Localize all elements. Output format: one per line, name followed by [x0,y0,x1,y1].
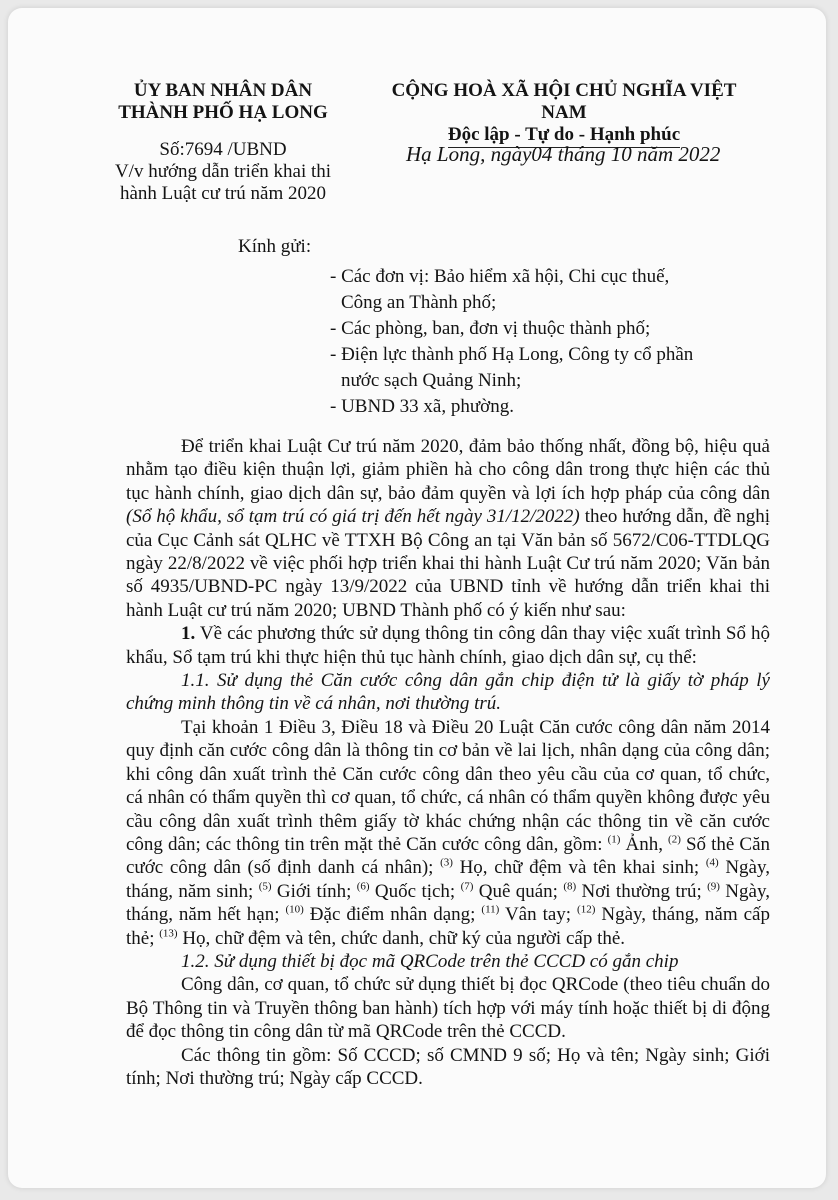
recipient-line: Công an Thành phố; [341,292,497,313]
subsection-1-1-heading: 1.1. Sử dụng thẻ Căn cước công dân gắn chip điện tử là giấy tờ pháp lý chứng minh thông tin về cá nhân, nơi thường trú. [126,670,770,715]
subsection-1-2-heading: 1.2. Sử dụng thiết bị đọc mã QRCode trên thẻ CCCD có gắn chip [181,950,679,972]
place-and-date: Hạ Long, ngày04 tháng 10 năm 2022 [406,142,721,166]
nation-title: CỘNG HOÀ XÃ HỘI CHỦ NGHĨA VIỆT NAM [391,80,737,123]
card-info-item: $^{(13)}$ Họ, chữ đệm và tên, chức danh, chữ ký của người cấp thẻ. [159,927,626,949]
card-info-item: $^{(6)}$ Quốc tịch; [356,880,461,902]
document-page [8,8,826,1188]
card-info-item: $^{(11)}$ Vân tay; [481,903,578,926]
card-info-item: $^{(3)}$ Họ, chữ đệm và tên khai sinh; [440,856,706,879]
intro-text: Để triển khai Luật Cư trú năm 2020, đảm bảo thống nhất, đồng bộ, hiệu quả nhằm tạo điều kiện thuận lợi, giảm phiền hà cho công dân trong thực hiện các thủ tục hành chính, giao dịch dân sự, bảo đảm quyền và lợi ích hợp pháp của công dân [126,436,770,504]
national-header [374,80,754,148]
card-info-item: $^{(1)}$ Ảnh, [607,833,669,855]
card-info-item: $^{(2)}$ Số thẻ Căn cước công dân (số định danh cá nhân); [126,833,771,879]
document-subject-line1: V/v hướng dẫn triển khai thi [114,161,332,182]
document-body [126,435,770,1090]
card-info-item: $^{(10)}$ Đặc điểm nhân dạng; [285,903,482,926]
salutation: Kính gửi: [238,236,312,257]
card-info-item: $^{(5)}$ Giới tính; [258,880,357,902]
intro-text-cont: theo hướng dẫn, đề nghị của Cục Cảnh sát QLHC về TTXH Bộ Công an tại Văn bản số 5672/C06-TTDLQG ngày 22/8/2022 về việc phối hợp triển khai thi hành Luật Cư trú năm 2020; Văn bản số 4935/UBND-PC ngày 13/9/2022 của UBND tỉnh về hướng dẫn triển khai thi hành Luật cư trú năm 2020; UBND Thành phố có ý kiến như sau: [126,506,770,621]
card-info-item: $^{(8)}$ Nơi thường trú; [563,880,708,902]
recipient-line: - Các đơn vị: Bảo hiểm xã hội, Chi cục thuế, [330,266,670,287]
recipient-line: - Điện lực thành phố Hạ Long, Công ty cổ phần [330,344,694,365]
card-info-item: $^{(7)}$ Quê quán; [460,880,564,902]
card-info-item: $^{(12)}$ Ngày, tháng, năm cấp thẻ; [126,903,770,949]
section-1-paragraph [126,622,770,669]
issuer-org-line2: THÀNH PHỐ HẠ LONG [118,102,328,123]
recipient-line: nước sạch Quảng Ninh; [341,370,522,391]
subsection-1-1-paragraph [126,716,770,950]
document-subject-line2: hành Luật cư trú năm 2020 [119,183,327,204]
issuer-block [108,80,338,205]
intro-italic-note: (Sổ hộ khẩu, sổ tạm trú có giá trị đến hết ngày 31/12/2022) [126,506,580,528]
recipient-list [330,264,750,420]
card-info-item: $^{(9)}$ Ngày, tháng, năm hết hạn; [126,880,770,926]
national-motto: Độc lập - Tự do - Hạnh phúc [448,124,680,148]
recipient-line: - Các phòng, ban, đơn vị thuộc thành phố; [330,318,651,339]
section-1-text: Về các phương thức sử dụng thông tin công dân thay việc xuất trình Sổ hộ khẩu, Sổ tạm trú khi thực hiện thủ tục hành chính, giao dịch dân sự, cụ thể: [126,623,770,668]
issuer-org-line1: ỦY BAN NHÂN DÂN [133,80,313,101]
subsection-1-2-paragraph: Công dân, cơ quan, tổ chức sử dụng thiết bị đọc QRCode (theo tiêu chuẩn do Bộ Thông tin và Truyền thông ban hành) tích hợp với máy tính hoặc thiết bị di động để đọc thông tin công dân từ mã QRCode trên thẻ CCCD. [126,974,770,1043]
subsection-1-2-info-list: Các thông tin gồm: Số CCCD; số CMND 9 số; Họ và tên; Ngày sinh; Giới tính; Nơi thường trú; Ngày cấp CCCD. [126,1044,770,1089]
section-1-number: 1. [181,623,196,645]
intro-paragraph [126,435,770,622]
card-info-item: $^{(4)}$ Ngày, tháng, năm sinh; [126,856,771,902]
subsection-1-1-intro: Tại khoản 1 Điều 3, Điều 18 và Điều 20 Luật Căn cước công dân năm 2014 quy định căn cước công dân là thông tin cơ bản về lai lịch, nhân dạng của công dân; khi công dân xuất trình thẻ Căn cước công dân theo yêu cầu của cơ quan, tổ chức, cá nhân có thẩm quyền thì cơ quan, tổ chức, cá nhân có thẩm quyền không được yêu cầu công dân xuất trình thêm giấy tờ khác chứng nhận các thông tin về căn cước công dân; các thông tin trên mặt thẻ Căn cước công dân, gồm: [126,716,770,855]
document-number: Số:7694 /UBND [159,139,287,160]
recipient-line: - UBND 33 xã, phường. [330,396,514,417]
